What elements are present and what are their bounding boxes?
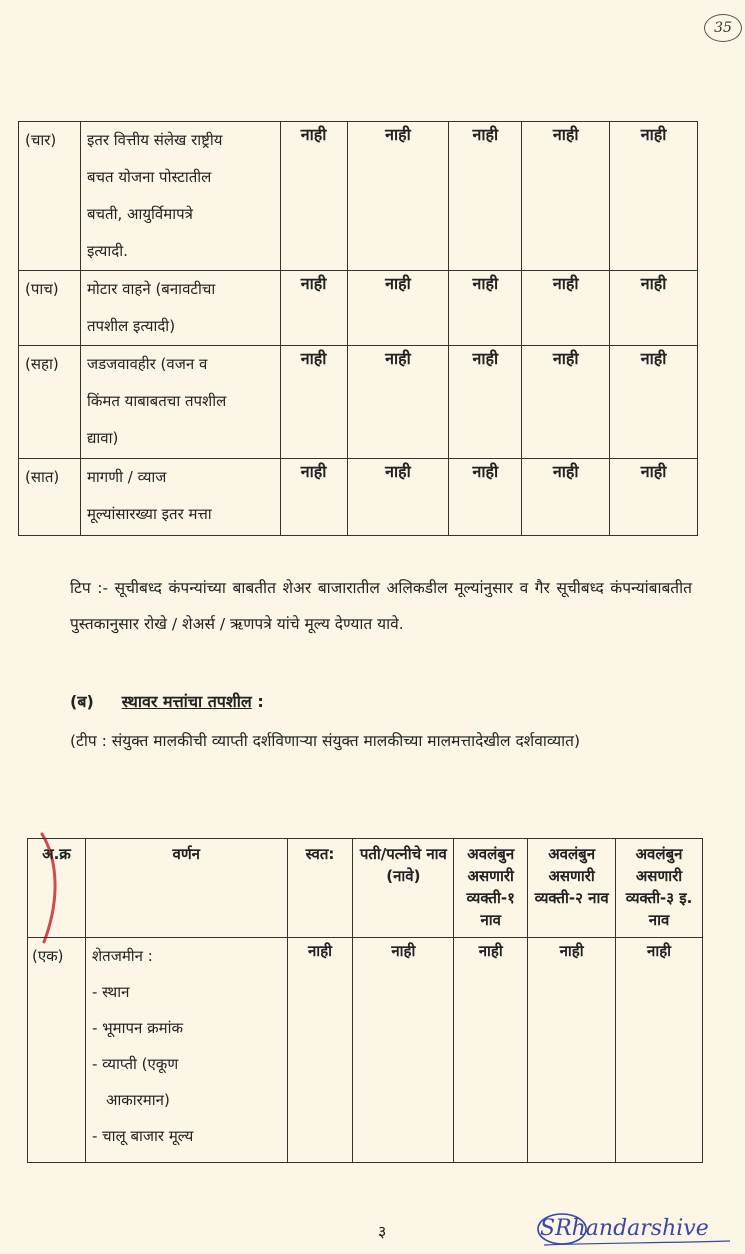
value-cell: नाही xyxy=(280,122,347,271)
row-number: (पाच) xyxy=(19,271,81,346)
description-item: - भूमापन क्रमांक xyxy=(91,1019,184,1037)
column-header: स्वत: xyxy=(287,839,353,938)
value-cell: नाही xyxy=(522,459,610,536)
joint-ownership-note: (टीप : संयुक्त मालकीची व्याप्ती दर्शविणाऱ्या संयुक्त मालकीच्या मालमत्तादेखील दर्शवाव्यात) xyxy=(70,732,581,750)
description-item: - स्थान xyxy=(91,983,130,1001)
value-cell: नाही xyxy=(610,346,698,459)
value-cell: नाही xyxy=(449,122,522,271)
description-line: इतर वित्तीय संलेख राष्ट्रीय xyxy=(86,131,223,149)
value-cell: नाही xyxy=(522,346,610,459)
value-cell: नाही xyxy=(610,122,698,271)
table-row xyxy=(19,346,698,459)
value-cell: नाही xyxy=(449,459,522,536)
page-number: ३ xyxy=(378,1222,387,1241)
section-b-label: (ब) xyxy=(70,692,94,711)
description-line: तपशील इत्यादी) xyxy=(86,317,176,335)
row-description xyxy=(80,271,280,346)
row-number: (एक) xyxy=(28,938,86,1163)
value-cell: नाही xyxy=(280,459,347,536)
row-description xyxy=(80,346,280,459)
table-row xyxy=(19,122,698,271)
listed-companies-note: टिप :- सूचीबध्द कंपन्यांच्या बाबतीत शेअर बाजारातील अलिकडील मूल्यांनुसार व गैर सूचीबध्द कंपन्यांबाबतीत पुस्तकानुसार रोखे / शेअर्स / ऋणपत्रे यांचे मूल्य देण्यात यावे. xyxy=(70,579,692,633)
description-line: द्यावा) xyxy=(86,429,119,447)
value-cell: नाही xyxy=(280,346,347,459)
section-b-title: स्थावर मत्तांचा तपशील xyxy=(121,692,252,711)
value-cell: नाही xyxy=(449,346,522,459)
value-cell: नाही xyxy=(280,271,347,346)
row-description xyxy=(80,459,280,536)
row-number: (सहा) xyxy=(19,346,81,459)
description-item: आकारमान) xyxy=(105,1091,170,1109)
description-line: बचत योजना पोस्टातील xyxy=(86,168,212,186)
value-cell: नाही xyxy=(610,271,698,346)
value-cell: नाही xyxy=(449,271,522,346)
description-line: किंमत याबाबतचा तपशील xyxy=(86,392,227,410)
value-cell: नाही xyxy=(353,938,454,1163)
table-row xyxy=(19,271,698,346)
desc-title: शेतजमीन : xyxy=(91,947,153,965)
value-cell: नाही xyxy=(347,122,449,271)
value-cell: नाही xyxy=(347,459,449,536)
description-item: - चालू बाजार मूल्य xyxy=(91,1127,194,1145)
value-cell: नाही xyxy=(610,459,698,536)
row-number: (चार) xyxy=(19,122,81,271)
svg-text:SRhandarshive: SRhandarshive xyxy=(540,1216,709,1241)
description-item: - व्याप्ती (एकूण xyxy=(91,1055,179,1073)
description-line: मागणी / व्याज xyxy=(86,468,167,486)
table-row xyxy=(19,459,698,536)
column-header: वर्णन xyxy=(85,839,287,938)
section-b-heading xyxy=(70,690,264,712)
description-line: इत्यादी. xyxy=(86,242,128,260)
value-cell: नाही xyxy=(616,938,703,1163)
table-row xyxy=(28,938,703,1163)
row-description xyxy=(80,122,280,271)
description-line: मोटार वाहने (बनावटीचा xyxy=(86,280,216,298)
row-number: (सात) xyxy=(19,459,81,536)
signature xyxy=(530,1203,736,1249)
value-cell: नाही xyxy=(454,938,528,1163)
immovable-assets-table xyxy=(27,838,703,1163)
value-cell: नाही xyxy=(347,346,449,459)
movable-assets-table xyxy=(18,121,698,536)
row-description xyxy=(85,938,287,1163)
value-cell: नाही xyxy=(522,122,610,271)
description-line: बचती, आयुर्विमापत्रे xyxy=(86,205,193,223)
value-cell: नाही xyxy=(347,271,449,346)
column-header: अवलंबुन असणारी व्यक्ती-१ नाव xyxy=(454,839,528,938)
column-header: पती/पत्नीचे नाव (नावे) xyxy=(353,839,454,938)
page-corner-number: 35 xyxy=(704,14,742,42)
section-b-suffix: : xyxy=(251,692,264,711)
value-cell: नाही xyxy=(287,938,353,1163)
value-cell: नाही xyxy=(528,938,616,1163)
description-line: जडजवावहीर (वजन व xyxy=(86,355,208,373)
column-header: अ.क्र xyxy=(28,839,86,938)
value-cell: नाही xyxy=(522,271,610,346)
column-header: अवलंबुन असणारी व्यक्ती-२ नाव xyxy=(528,839,616,938)
description-line: मूल्यांसारख्या इतर मत्ता xyxy=(86,505,212,523)
column-header: अवलंबुन असणारी व्यक्ती-३ इ. नाव xyxy=(616,839,703,938)
